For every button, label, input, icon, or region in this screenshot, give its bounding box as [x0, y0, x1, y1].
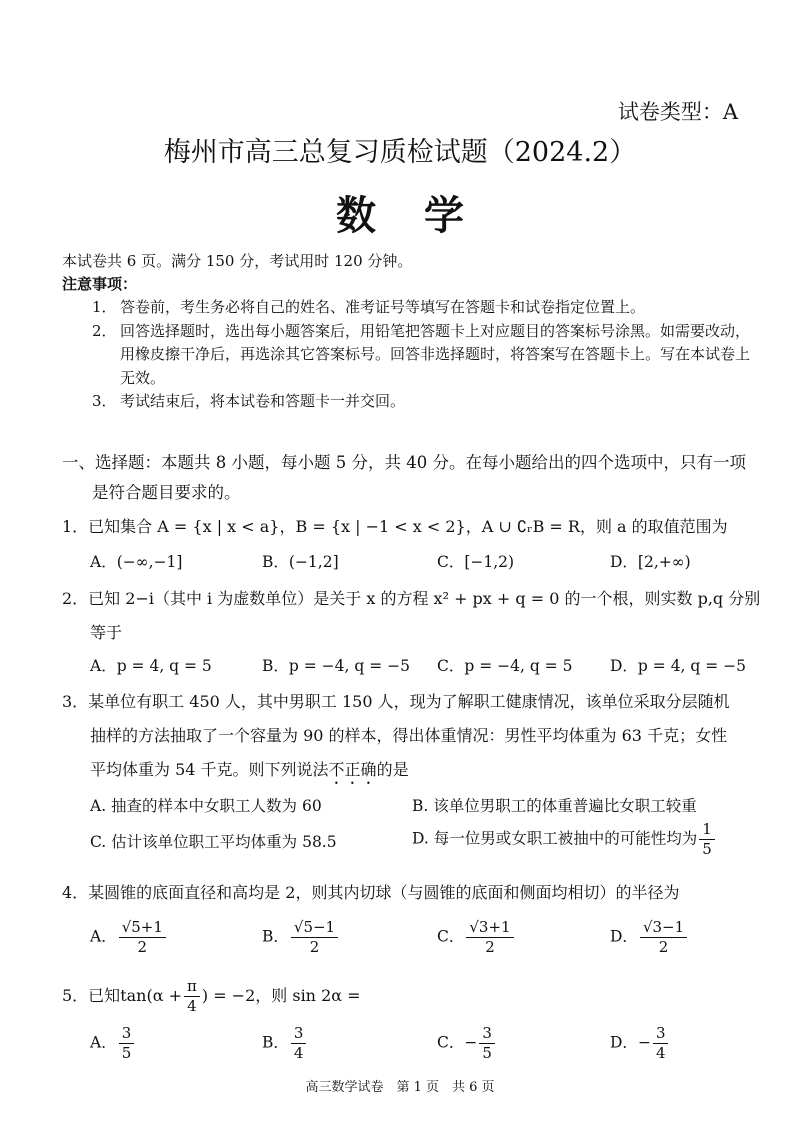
fraction [466, 918, 513, 957]
question-4-option-a [90, 918, 168, 957]
notice-list [92, 296, 752, 414]
fraction-denominator: 5 [121, 1044, 132, 1062]
fraction-denominator: 4 [187, 997, 197, 1015]
fraction-denominator: 2 [485, 938, 495, 956]
question-4-option-c [437, 918, 516, 957]
question-1-option-c: C．[−1,2) [437, 553, 515, 571]
option-sign: − [637, 1033, 651, 1052]
fraction [119, 1024, 135, 1063]
question-4-option-b [262, 918, 340, 957]
option-label: B． [262, 927, 289, 946]
fraction-numerator: 3 [479, 1024, 495, 1044]
section-heading-cont: 是符合题目要求的。 [92, 483, 241, 502]
fraction [479, 1024, 495, 1063]
fraction-numerator: √3+1 [466, 918, 513, 938]
question-3-option-c: C. 估计该单位职工平均体重为 58.5 [90, 833, 337, 851]
fraction-numerator: 3 [291, 1024, 307, 1044]
option-label: D． [610, 927, 638, 946]
option-label: A． [90, 1033, 117, 1052]
question-3-line-2: 抽样的方法抽取了一个容量为 90 的样本，得出体重情况：男性平均体重为 63 千克；女性 [90, 726, 728, 745]
fraction-numerator: √3−1 [640, 918, 687, 938]
question-4-option-d [610, 918, 689, 957]
exam-summary: 本试卷共 6 页。满分 150 分，考试用时 120 分钟。 [62, 252, 413, 270]
fraction [184, 977, 200, 1016]
question-3-emphasis: 不正确 [328, 760, 377, 779]
fraction-denominator: 4 [293, 1044, 304, 1062]
question-2-option-b: B．p = −4, q = −5 [262, 657, 410, 675]
question-5-tan: tan(α + [120, 986, 182, 1005]
question-5-post: ) = −2，则 sin 2α = [201, 986, 361, 1005]
exam-title: 梅州市高三总复习质检试题（2024.2） [163, 137, 637, 168]
fraction-numerator: 3 [653, 1024, 669, 1044]
exam-type-label: 试卷类型：A [617, 100, 738, 124]
fraction [119, 918, 166, 957]
fraction [291, 918, 338, 957]
fraction-denominator: 2 [309, 938, 320, 956]
question-4-stem: 4．某圆锥的底面直径和高均是 2，则其内切球（与圆锥的底面和侧面均相切）的半径为 [62, 883, 680, 902]
fraction-numerator: √5−1 [291, 918, 338, 938]
fraction-numerator: 1 [699, 820, 715, 840]
option-label: C． [437, 927, 465, 946]
question-3-line-3-pre: 平均体重为 54 千克。则下列说法 [90, 760, 329, 779]
question-3-option-d [412, 820, 717, 859]
notice-text: 回答选择题时，选出每小题答案后，用铅笔把答题卡上对应题目的答案标号涂黑。如需要改动，用橡皮擦干净后，再选涂其它答案标号。回答非选择题时，将答案写在答题卡上。写在本试卷上无效。 [120, 321, 751, 387]
question-5-option-d [610, 1024, 670, 1063]
notice-number: 2． [92, 321, 117, 340]
fraction-denominator: 5 [482, 1044, 492, 1062]
fraction [653, 1024, 669, 1063]
question-3-option-b: B. 该单位男职工的体重普遍比女职工较重 [412, 797, 697, 815]
option-sign: − [464, 1033, 478, 1052]
question-3-line-3 [90, 757, 409, 788]
question-3-option-a: A. 抽查的样本中女职工人数为 60 [90, 797, 322, 815]
notice-item [92, 296, 752, 320]
question-1-option-d: D．[2,+∞) [610, 553, 691, 571]
notice-title: 注意事项： [62, 275, 138, 293]
question-5-option-b [262, 1024, 308, 1063]
question-2-option-d: D．p = 4, q = −5 [610, 657, 747, 675]
question-2-option-a: A．p = 4, q = 5 [90, 657, 212, 675]
notice-item [92, 390, 752, 414]
fraction [699, 820, 715, 859]
option-label: A． [90, 927, 117, 946]
notice-text: 考试结束后，将本试卷和答题卡一并交回。 [120, 392, 406, 410]
subject-title: 数学 [336, 192, 512, 239]
notice-item [92, 320, 752, 391]
question-1-option-b: B．(−1,2] [262, 553, 339, 571]
fraction-denominator: 5 [702, 840, 712, 858]
notice-number: 3． [92, 392, 117, 410]
option-label: B． [262, 1033, 289, 1052]
question-5-option-c [437, 1024, 497, 1063]
fraction-denominator: 2 [137, 938, 148, 956]
fraction-denominator: 2 [658, 938, 669, 956]
fraction-numerator: 3 [119, 1024, 135, 1044]
question-5-pre: 5．已知 [62, 986, 121, 1005]
question-5-stem [62, 977, 361, 1016]
fraction [640, 918, 687, 957]
question-3-option-d-text: D. 每一位男或女职工被抽中的可能性均为 [412, 829, 698, 848]
question-1-stem: 1．已知集合 A = {x | x < a}，B = {x | −1 < x < 2}，A ∪ ∁ᵣB = R，则 a 的取值范围为 [62, 517, 728, 536]
fraction-denominator: 4 [655, 1044, 666, 1062]
option-label: C． [437, 1033, 465, 1052]
fraction-numerator: π [184, 977, 200, 997]
notice-text: 答卷前，考生务必将自己的姓名、准考证号等填写在答题卡和试卷指定位置上。 [120, 298, 646, 316]
question-2-stem-cont: 等于 [90, 623, 123, 642]
question-5-option-a [90, 1024, 136, 1063]
question-2-stem: 2．已知 2−i（其中 i 为虚数单位）是关于 x 的方程 x² + px + q = 0 的一个根，则实数 p,q 分别 [62, 589, 761, 608]
fraction-numerator: √5+1 [119, 918, 166, 938]
fraction [291, 1024, 307, 1063]
page-footer: 高三数学试卷 第 1 页 共 6 页 [305, 1080, 495, 1095]
option-label: D． [610, 1033, 638, 1052]
notice-number: 1． [92, 298, 117, 316]
question-1-option-a: A．(−∞,−1] [90, 553, 183, 571]
section-heading: 一、选择题：本题共 8 小题，每小题 5 分，共 40 分。在每小题给出的四个选项中，只有一项 [62, 453, 746, 472]
question-3-line-1: 3．某单位有职工 450 人，其中男职工 150 人，现为了解职工健康情况，该单位采取分层随机 [62, 692, 730, 711]
question-3-line-3-post: 的是 [376, 760, 409, 779]
question-2-option-c: C．p = −4, q = 5 [437, 657, 573, 675]
